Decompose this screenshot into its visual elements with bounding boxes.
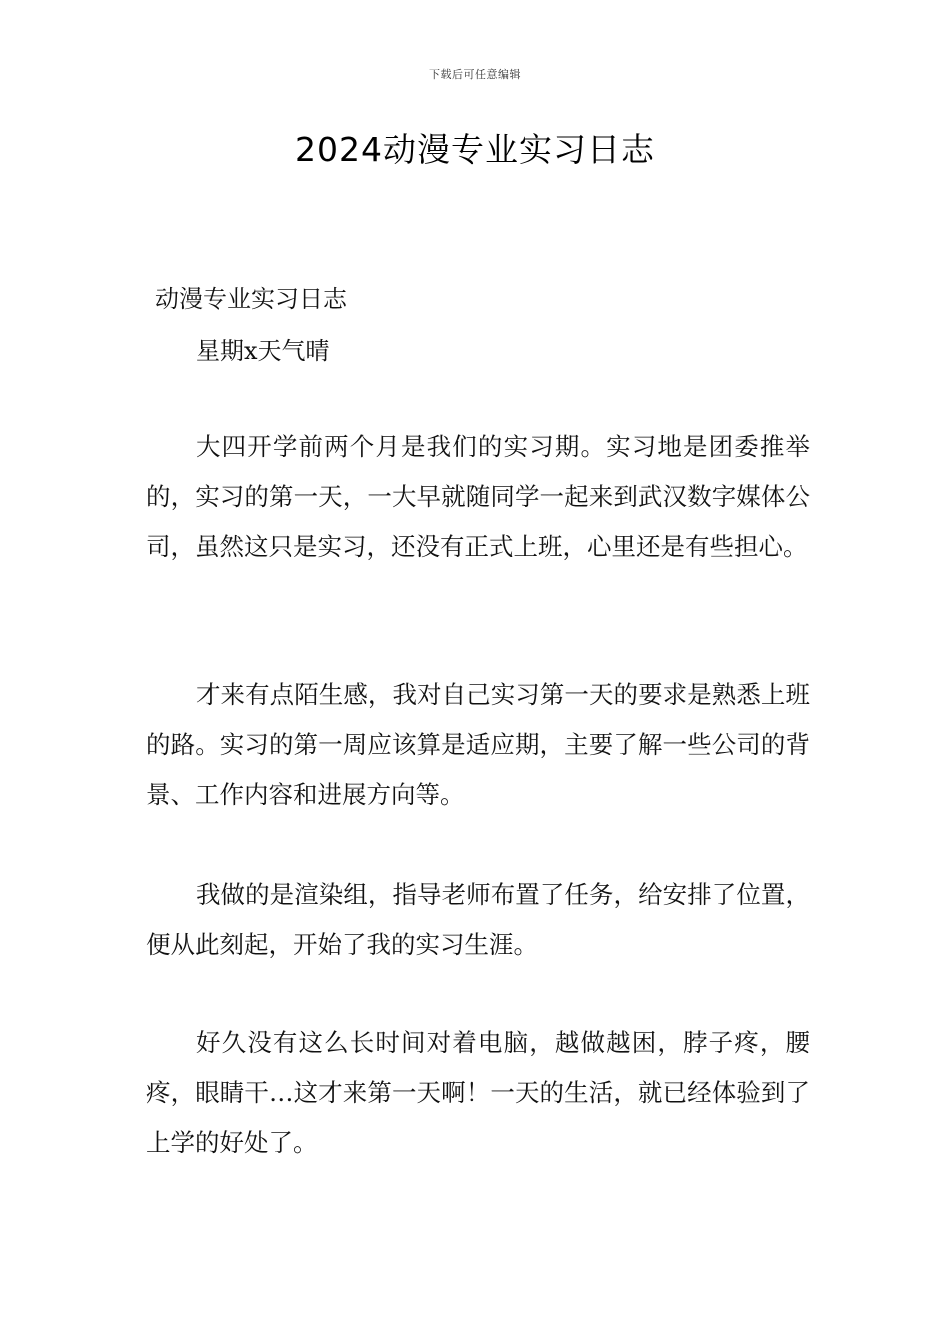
paragraph: 好久没有这么长时间对着电脑，越做越困，脖子疼，腰疼，眼睛干…这才来第一天啊！一天的生活，就已经体验到了上学的好处了。 <box>146 1028 810 1157</box>
weekday-weather-line: 星期x天气晴 <box>196 337 330 365</box>
header-note: 下载后可任意编辑 <box>429 68 521 81</box>
document-title: 2024动漫专业实习日志 <box>295 130 655 169</box>
paragraph: 大四开学前两个月是我们的实习期。实习地是团委推举的，实习的第一天，一大早就随同学一起来到武汉数字媒体公司，虽然这只是实习，还没有正式上班，心里还是有些担心。 <box>146 432 810 561</box>
paragraph: 才来有点陌生感，我对自己实习第一天的要求是熟悉上班的路。实习的第一周应该算是适应期，主要了解一些公司的背景、工作内容和进展方向等。 <box>146 680 810 809</box>
document-subtitle: 动漫专业实习日志 <box>155 285 347 313</box>
paragraph: 我做的是渲染组，指导老师布置了任务，给安排了位置，便从此刻起，开始了我的实习生涯。 <box>146 880 810 959</box>
